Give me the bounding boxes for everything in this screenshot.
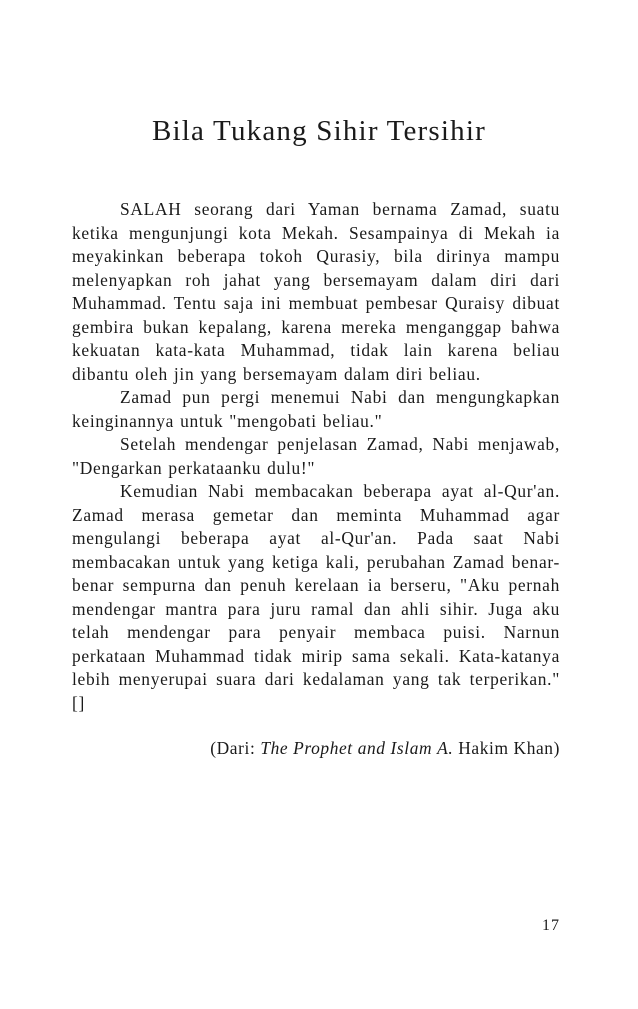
body-text xyxy=(72,198,560,715)
citation-author-initial: A. xyxy=(437,738,454,758)
page-title: Bila Tukang Sihir Tersihir xyxy=(152,115,486,147)
citation-prefix: (Dari: xyxy=(210,738,256,758)
page-number: 17 xyxy=(542,917,560,934)
paragraph: SALAH seorang dari Yaman bernama Zamad, suatu ketika mengunjungi kota Mekah. Sesampainya di Mekah ia meyakinkan beberapa tokoh Qurasiy, bila dirinya mampu melenyapkan roh jahat yang bersemayam dalam diri dari Muhammad. Tentu saja ini membuat pembesar Quraisy dibuat gembira bukan kepalang, karena mereka menganggap bahwa kekuatan kata-kata Muhammad, tidak lain karena beliau dibantu oleh jin yang bersemayam dalam diri beliau. xyxy=(72,199,560,384)
paragraph: Setelah mendengar penjelasan Zamad, Nabi menjawab, "Dengarkan perkataanku dulu!" xyxy=(72,434,560,478)
paragraph: Kemudian Nabi membacakan beberapa ayat al-Qur'an. Zamad merasa gemetar dan meminta Muhammad agar mengulangi beberapa ayat al-Qur'an. Pada saat Nabi membacakan untuk yang ketiga kali, perubahan Zamad benar-benar sempurna dan penuh kerelaan ia berseru, "Aku pernah mendengar mantra para juru ramal dan ahli sihir. Juga aku telah mendengar para penyair membaca puisi. Narnun perkataan Muhammad tidak mirip sama sekali. Kata-katanya lebih menyerupai suara dari kedalaman yang tak terperikan." [] xyxy=(72,481,560,713)
source-citation xyxy=(72,737,560,761)
citation-author: Hakim Khan) xyxy=(458,738,560,758)
paragraph: Zamad pun pergi menemui Nabi dan mengungkapkan keinginannya untuk "mengobati beliau." xyxy=(72,387,560,431)
citation-book-title: The Prophet and Islam xyxy=(260,738,433,758)
